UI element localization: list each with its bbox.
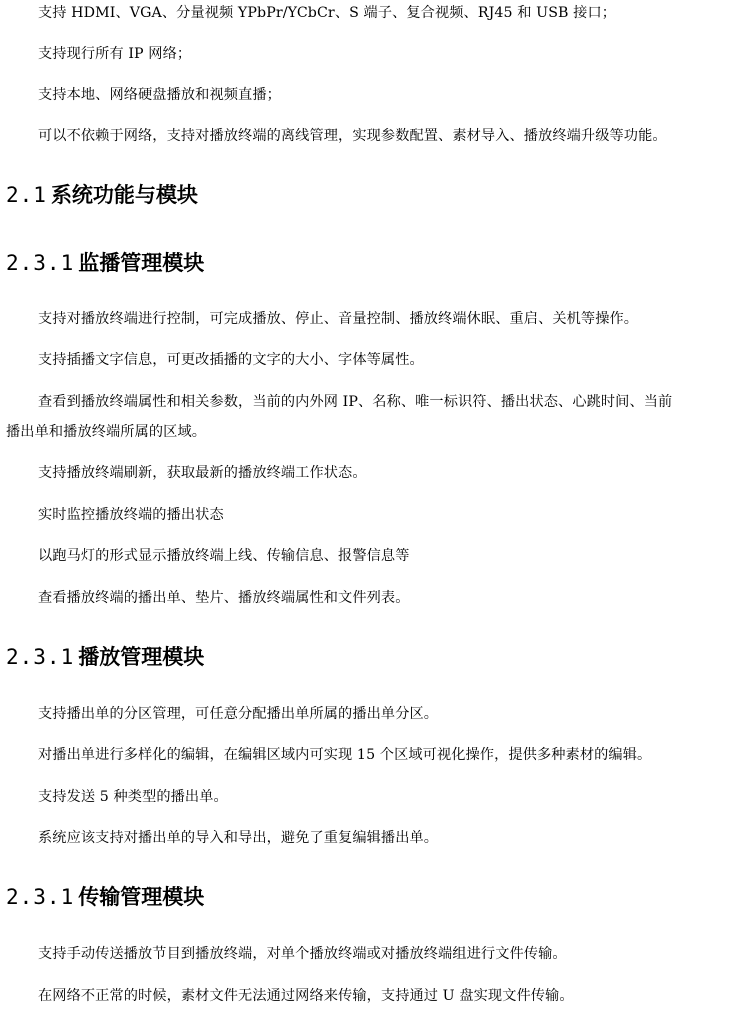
section-title: 监播管理模块 [78, 251, 205, 275]
monitor-item-insert-text: 支持插播文字信息，可更改插播的文字的大小、字体等属性。 [38, 352, 424, 368]
monitor-item-marquee: 以跑马灯的形式显示播放终端上线、传输信息、报警信息等 [38, 548, 410, 564]
monitor-item-view-properties-cont: 播出单和播放终端所属的区域。 [6, 424, 207, 440]
monitor-item-control: 支持对播放终端进行控制，可完成播放、停止、音量控制、播放终端休眠、重启、关机等操作。 [38, 311, 639, 327]
section-number: 2.1 [6, 183, 47, 207]
intro-item-playback: 支持本地、网络硬盘播放和视频直播； [38, 87, 281, 103]
playback-item-import-export: 系统应该支持对播出单的导入和导出，避免了重复编辑播出单。 [38, 830, 439, 846]
section-heading-playback [6, 642, 204, 672]
playback-item-partition: 支持播出单的分区管理，可任意分配播出单所属的播出单分区。 [38, 706, 439, 722]
transfer-item-manual: 支持手动传送播放节目到播放终端，对单个播放终端或对播放终端组进行文件传输。 [38, 946, 567, 962]
transfer-item-usb: 在网络不正常的时候，素材文件无法通过网络来传输，支持通过 U 盘实现文件传输。 [38, 988, 574, 1004]
intro-item-interfaces: 支持 HDMI、VGA、分量视频 YPbPr/YCbCr、S 端子、复合视频、RJ45 和 USB 接口； [38, 5, 617, 21]
intro-item-offline: 可以不依赖于网络，支持对播放终端的离线管理，实现参数配置、素材导入、播放终端升级等功能。 [38, 128, 667, 144]
section-number: 2.3.1 [6, 645, 75, 669]
section-heading-system [6, 180, 198, 210]
monitor-item-view-properties: 查看到播放终端属性和相关参数，当前的内外网 IP、名称、唯一标识符、播出状态、心跳时间、当前 [38, 394, 673, 410]
section-title: 传输管理模块 [78, 885, 205, 909]
monitor-item-realtime: 实时监控播放终端的播出状态 [38, 507, 224, 523]
section-heading-monitor [6, 248, 204, 278]
section-title: 播放管理模块 [78, 645, 205, 669]
playback-item-send: 支持发送 5 种类型的播出单。 [38, 789, 228, 805]
playback-item-edit: 对播出单进行多样化的编辑，在编辑区域内可实现 15 个区域可视化操作，提供多种素材的编辑。 [38, 747, 652, 763]
section-number: 2.3.1 [6, 885, 75, 909]
monitor-item-refresh: 支持播放终端刷新，获取最新的播放终端工作状态。 [38, 465, 367, 481]
section-title: 系统功能与模块 [50, 183, 198, 207]
section-heading-transfer [6, 882, 204, 912]
section-number: 2.3.1 [6, 251, 75, 275]
monitor-item-view-list: 查看播放终端的播出单、垫片、播放终端属性和文件列表。 [38, 590, 410, 606]
intro-item-ip-network: 支持现行所有 IP 网络； [38, 46, 192, 62]
